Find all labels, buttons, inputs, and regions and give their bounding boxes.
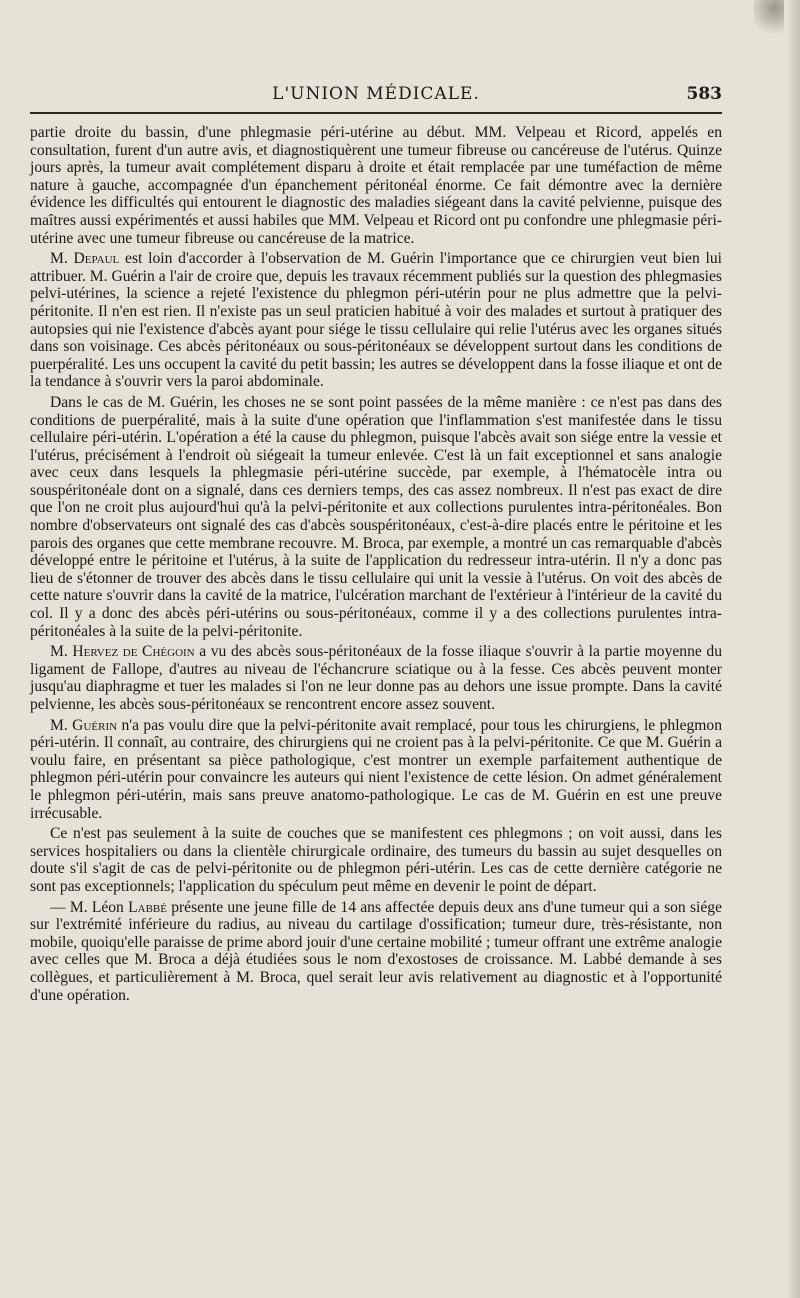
running-title: L'UNION MÉDICALE. [272,84,480,104]
speaker-name: M. Hervez de Chégoin [50,643,195,661]
header-rule [30,112,722,114]
paragraph-text: Dans le cas de M. Guérin, les choses ne se sont point passées de la même manière : ce n'est pas dans des conditions de puerpéralité, mais à la suite d'une opération que l'inflammation s'est manifestée dans le tissu cellulaire péri-utérin. L'opération a été la cause du phlegmon, puisque l'abcès avait son siége entre la vessie et l'utérus, précisément à l'endroit où siégeait la tumeur enlevée. C'est là un fait exceptionnel et sans analogie avec ceux dans lesquels la phlegmasie péri-utérine succède, par exemple, à l'hématocèle intra ou souspéritonéale dont on a signalé, dans ces derniers temps, des cas assez nombreux. Il n'est pas exact de dire que l'on ne croit plus aujourd'hui qu'à la pelvi-péritonite et aux collections purulentes intra-péritonéales. Bon nombre d'observateurs ont signalé des cas d'abcès souspéritonéaux, c'est-à-dire placés entre le péritoine et les parois des organes que cette membrane recouvre. M. Broca, par exemple, a montré un cas remarquable d'abcès développé entre le péritoine et l'utérus, à la suite de l'application du redresseur intra-utérin. Il n'y a donc pas lieu de s'étonner de trouver des abcès dans le tissu cellulaire qui unit la vessie à l'utérus. On voit des abcès de cette nature s'ouvrir dans la cavité de la matrice, l'ulcération marchant de l'extérieur à l'intérieur de la cavité du col. Il y a donc des abcès péri-utérins ou sous-péritonéaux, comme il y a des collections purulentes intra-péritonéales à la suite de la pelvi-péritonite. [30,393,722,640]
paragraph-text: partie droite du bassin, d'une phlegmasie péri-utérine au début. MM. Velpeau et Ricord, appelés en consultation, furent d'un autre avis, et diagnostiquèrent une tumeur fibreuse ou cancéreuse de l'utérus. Quinze jours après, la tumeur avait complétement disparu à droite et était remplacée par une tuméfaction de même nature à gauche, accompagnée d'un épanchement péritonéal énorme. Ce fait démontre avec la dernière évidence les difficultés qui entourent le diagnostic des maladies siégeant dans la cavité pelvienne, puisque des maîtres aussi expérimentés et aussi habiles que MM. Velpeau et Ricord ont pu confondre une phlegmasie péri-utérine avec une tumeur fibreuse ou cancéreuse de la matrice. [30,124,722,247]
paragraph-text: est loin d'accorder à l'observation de M. Guérin l'importance que ce chirurgien veut bien lui attribuer. M. Guérin a l'air de croire que, depuis les travaux récemment publiés sur la question des phlegmasies pelvi-utérines, la science a rejeté l'existence du phlegmon péri-utérin pour ne plus admettre que la pelvi-péritonite. Il n'en est rien. Il n'existe pas un seul praticien habitué à voir des malades et surtout à pratiquer des autopsies qui nie l'existence d'abcès ayant pour siége le tissu cellulaire qui relie l'utérus avec les organes situés dans son voisinage. Ces abcès péritonéaux ou sous-péritonéaux se développent surtout dans les conditions de puerpéralité. Les uns occupent la cavité du petit bassin; les autres se développent dans la fosse iliaque et ont de la tendance à s'ouvrir vers la paroi abdominale. [30,250,723,391]
paragraph-text: Ce n'est pas seulement à la suite de couches que se manifestent ces phlegmons ; on voit aussi, dans les services hospitaliers ou dans la clientèle chirurgicale ordinaire, des tumeurs du bassin au sujet desquelles on doute s'il s'agit de cas de pelvi-péritonite ou de phlegmon péri-utérin. Les cas de cette dernière catégorie ne sont pas exceptionnels; l'application du spéculum peut même en devenir le point de départ. [30,825,722,895]
speaker-name: M. Guérin [50,716,118,734]
paragraph-phlegmons [30,825,722,895]
article-body [30,124,722,1007]
paragraph-guerin-reply [30,717,722,823]
paragraph-prefix: — M. Léon [50,898,129,916]
speaker-name: Labbé [128,898,167,916]
paragraph-hervez [30,643,722,713]
running-header [30,84,722,108]
paragraph-guerin-case [30,394,722,640]
page-edge-shadow [786,0,800,1298]
speaker-name: M. Depaul [50,250,120,268]
paragraph-text: présente une jeune fille de 14 ans affectée depuis deux ans d'une tumeur qui a son siége sur l'extrémité inférieure du radius, au niveau du cartilage d'ossification; tumeur dure, très-résistante, non mobile, quoiqu'elle paraisse de prime abord jouir d'une certaine mobilité ; tumeur offrant une extrême analogie avec celles que M. Broca a déjà étudiées sous le nom d'exostoses de croissance. M. Labbé demande à ses collègues, et particulièrement à M. Broca, quel serait leur avis relativement au diagnostic et à l'opportunité d'une opération. [30,898,722,1004]
paragraph-text: a vu des abcès sous-péritonéaux de la fosse iliaque s'ouvrir à la partie moyenne du ligament de Fallope, d'autres au niveau de l'échancrure sciatique ou à la fesse. Ces abcès peuvent monter jusqu'au diaphragme et tuer les malades si l'on ne leur donne pas au dehors une issue prompte. Dans la cavité pelvienne, les abcès sous-péritonéaux se rencontrent encore assez souvent. [30,643,722,713]
paragraph-depaul [30,250,722,391]
paragraph-continuation [30,124,722,247]
page-corner-stain [754,0,784,40]
paragraph-text: n'a pas voulu dire que la pelvi-péritonite avait remplacé, pour tous les chirurgiens, le phlegmon péri-utérin. Il connaît, au contraire, des chirurgiens qui ne croient pas à la pelvi-péritonite. Ce que M. Guérin a voulu faire, en présentant sa pièce pathologique, c'est montrer un exemple parfaitement authentique de phlegmon péri-utérin pour convaincre les auteurs qui nient l'existence de cette lésion. On admet généralement le phlegmon péri-utérin, mais sans preuve anatomo-pathologique. Le cas de M. Guérin en est une preuve irrécusable. [30,716,723,822]
page-number: 583 [686,84,722,104]
paragraph-labbe [30,899,722,1005]
